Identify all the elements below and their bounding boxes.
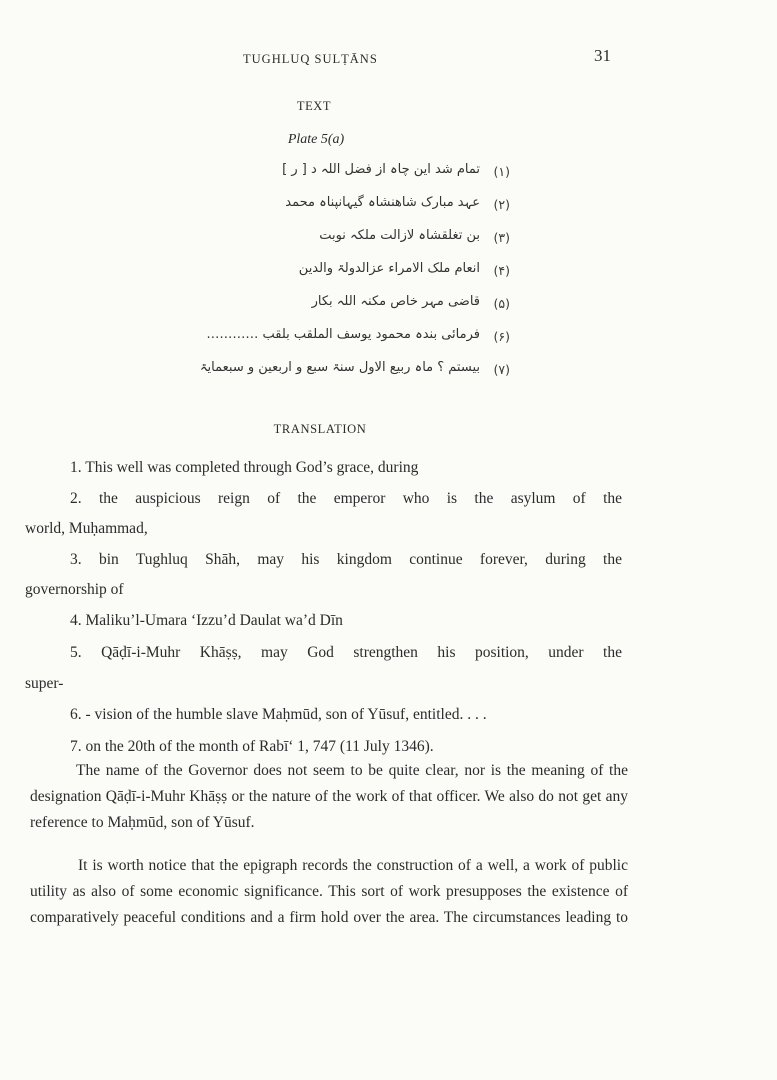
inscription-line-text: بن تغلقشاہ لازالت ملکہ نوبت [319,228,480,243]
inscription-line [130,228,510,261]
inscription-line-number: (۵) [493,296,510,311]
text-section-heading: TEXT [296,99,332,113]
inscription-line [130,360,510,393]
inscription-line [130,261,510,294]
translation-line: 4. Maliku’l-Umara ‘Izzu’d Daulat wa’d Dīn [70,612,343,629]
running-head: TUGHLUQ SULṬĀNS [243,52,378,66]
translation-heading: TRANSLATION [273,422,367,436]
translation-line: 7. on the 20th of the month of Rabī‘ 1, 747 (11 July 1346). [70,738,434,755]
inscription-line-number: (۷) [493,362,510,377]
body-paragraph: It is worth notice that the epigraph records the construction of a well, a work of public utility as also of some economic significance. This sort of work presupposes the existence of comparatively peaceful conditions and a firm hold over the area. The circumstances leading to [30,857,628,926]
inscription-text-block [130,162,510,393]
inscription-line-text: عہد مبارک شاهنشاہ گیہانپناہ محمد [285,195,480,210]
inscription-line-text: بیستم ؟ ماہ ربیع الاول سنۃ سبع و اربعین و سبعمایۃ [199,360,480,375]
translation-line: 3. bin Tughluq Shāh, may his kingdom continue forever, during the [70,551,622,568]
translation-line: world, Muḥammad, [25,520,148,537]
translation-line: 6. - vision of the humble slave Maḥmūd, son of Yūsuf, entitled. . . . [70,706,487,723]
inscription-line-number: (۶) [493,329,510,344]
inscription-line [130,294,510,327]
inscription-line-text: قاضی مہر خاص مکنہ اللہ بکار [311,294,480,309]
inscription-line [130,327,510,360]
translation-line: 1. This well was completed through God’s grace, during [70,459,419,476]
plate-label: Plate 5(a) [287,132,345,147]
body-paragraph: The name of the Governor does not seem to be quite clear, nor is the meaning of the designation Qāḍī-i-Muhr Khāṣṣ or the nature of the work of that officer. We also do not get any reference to Maḥmūd, son of Yūsuf. [30,762,628,831]
translation-line: governorship of [25,581,124,598]
inscription-line-number: (۲) [493,197,510,212]
translation-line: 5. Qāḍī-i-Muhr Khāṣṣ, may God strengthen his position, under the [70,644,622,661]
page-number: 31 [594,46,611,65]
inscription-line-number: (۱) [493,164,510,179]
translation-line: super- [25,675,64,692]
inscription-line-text: انعام ملک الامراء عزالدولۃ والدین [298,261,480,276]
inscription-line [130,162,510,195]
inscription-line-number: (۴) [493,263,510,278]
inscription-line-text: فرمائی بندہ محمود یوسف الملقب بلقب ………… [206,327,480,342]
inscription-line [130,195,510,228]
inscription-line-text: تمام شد این چاہ از فضل اللہ د [ ر ] [282,162,480,177]
translation-line: 2. the auspicious reign of the emperor who is the asylum of the [70,490,622,507]
inscription-line-number: (۳) [493,230,510,245]
